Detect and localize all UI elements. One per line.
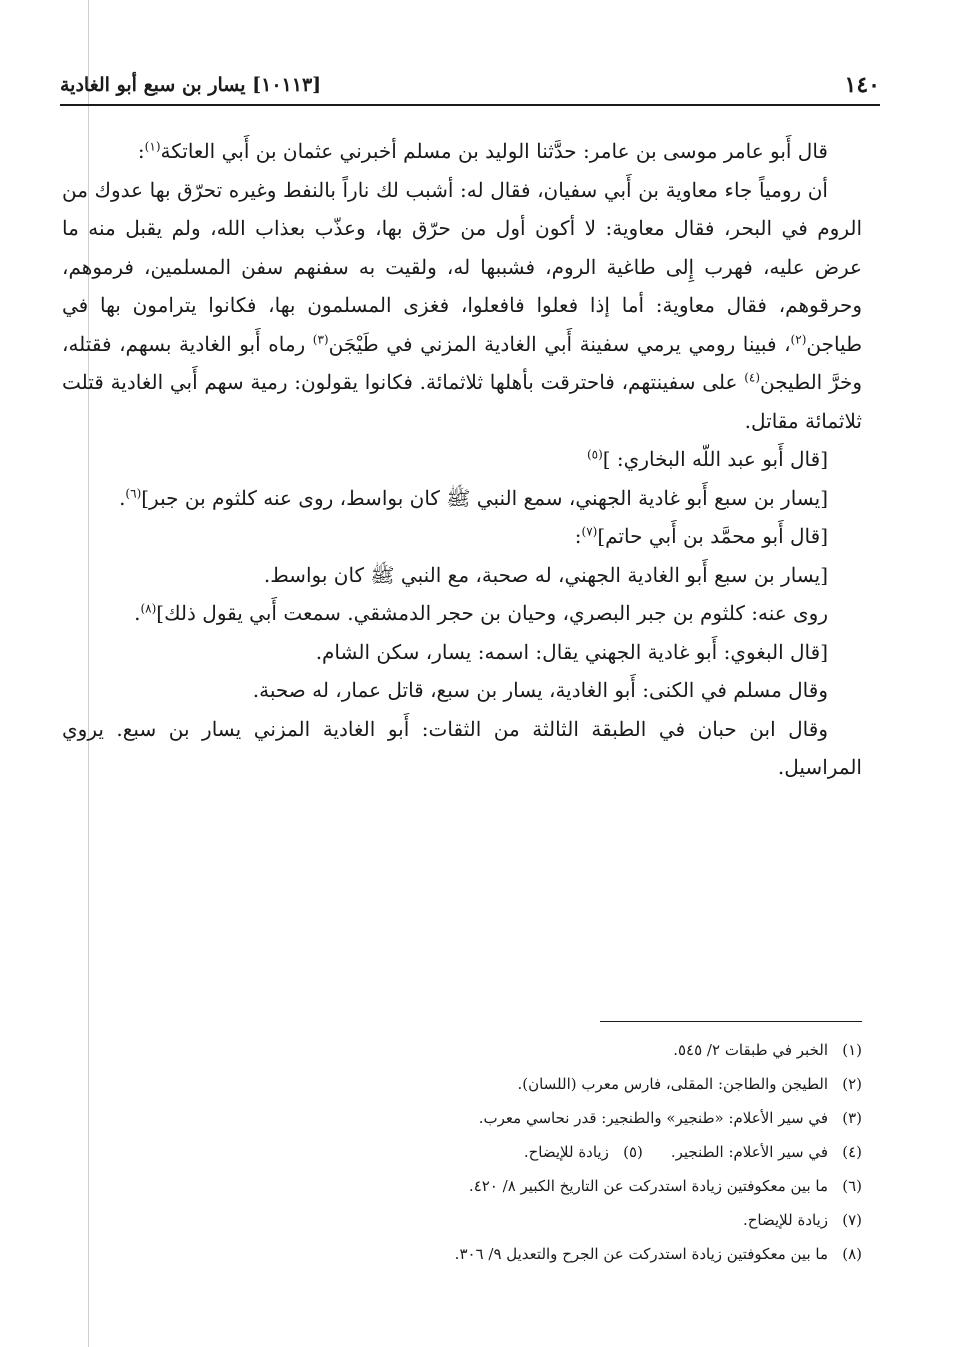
main-text: [62, 132, 862, 787]
footnote-item: [300, 1101, 862, 1135]
footnote-ref-3: (٣): [312, 331, 329, 346]
footnote-number: (٤): [842, 1143, 862, 1161]
footnote-ref-8: (٨): [140, 601, 157, 616]
page-number: ١٤٠: [844, 72, 880, 98]
footnote-number: (٣): [842, 1109, 862, 1127]
footnote-ref-5: (٥): [586, 447, 603, 462]
paragraph-ibn-hibban: وقال ابن حبان في الطبقة الثالثة من الثقات: أَبو الغادية المزني يسار بن سبع. يروي المراسيل.: [62, 716, 862, 779]
footnote-ref-7: (٧): [581, 524, 598, 539]
footnote-number: (١): [842, 1041, 862, 1059]
footnote-text: في سير الأعلام: «طنجير» والطنجير: قدر نحاسي معرب.: [478, 1109, 828, 1127]
footnote-item: [300, 1067, 862, 1101]
footnote-item: [300, 1237, 862, 1271]
header-rule: [60, 104, 880, 106]
paragraph-narrators: روى عنه: كلثوم بن جبر البصري، وحيان بن حجر الدمشقي. سمعت أَبي يقول ذلك]$^{(٨)}$.: [134, 601, 828, 625]
footnote-item: [300, 1203, 862, 1237]
footnote-text: ما بين معكوفتين زيادة استدركت عن التاريخ الكبير ٨/ ٤٢٠.: [468, 1177, 828, 1195]
footnote-number: (٦): [842, 1177, 862, 1195]
footnote-number: (٢): [842, 1075, 862, 1093]
footnote-number: (٥): [623, 1143, 643, 1161]
paragraph-isnad: قال أَبو عامر موسى بن عامر: حدَّثنا الوليد بن مسلم أخبرني عثمان بن أَبي العاتكة$^{(١)}$:: [137, 139, 828, 163]
paragraph-abihatim-entry: [يسار بن سبع أَبو الغادية الجهني، له صحبة، مع النبي ﷺ كان بواسط.: [263, 562, 828, 587]
paragraph-baghawi: [قال البغوي: أَبو غادية الجهني يقال: اسمه: يسار، سكن الشام.: [315, 639, 828, 664]
paragraph-story: أن رومياً جاء معاوية بن أَبي سفيان، فقال له: أشبب لك ناراً بالنفط وغيره تحرّق بها عدوك من الروم في البحر، فقال معاوية: لا أكون أول من حرّق بها، وعذّب بعذاب الله، ولم يقبل منه ما عرض عليه، فهرب إِلى طاغية الروم، فشببها له، ولقيت به سفنهم سفن المسلمين، فرموهم، وحرقوهم، فقال معاوية: أما إذا فعلوا فافعلوا، فغزى المسلمون بها، فكانوا يترامون بها في طياجن$^{(٢)}$، فبينا رومي يرمي سفينة أَبي الغادية المزني في طَيْجَن$^{(٣)}$ رماه أَبو الغادية بسهم، فقتله، وخرَّ الطيجن$^{(٤)}$ على سفينتهم، فاحترقت بأهلها ثلاثمائة. فكانوا يقولون: رمية سهم أَبي الغادية قتلت ثلاثمائة مقاتل.: [62, 177, 863, 433]
footnote-text: زيادة للإيضاح.: [742, 1211, 828, 1229]
footnote-text: الخبر في طبقات ٢/ ٥٤٥.: [673, 1041, 828, 1059]
footnote-text: الطيجن والطاجن: المقلى، فارس معرب (اللسان).: [517, 1075, 828, 1093]
footnote-text: ما بين معكوفتين زيادة استدركت عن الجرح والتعديل ٩/ ٣٠٦.: [454, 1245, 828, 1263]
footnote-number: (٧): [842, 1211, 862, 1229]
footnotes: [300, 1033, 862, 1271]
paragraph-muslim: وقال مسلم في الكنى: أَبو الغادية، يسار بن سبع، قاتل عمار، له صحبة.: [252, 678, 828, 702]
footnote-text: في سير الأعلام: الطنجير.: [670, 1143, 828, 1161]
footnote-item: [300, 1169, 862, 1203]
footnote-ref-4: (٤): [744, 370, 761, 385]
paragraph-abihatim-heading: [قال أَبو محمَّد بن أَبي حاتم]$^{(٧)}$:: [574, 524, 828, 548]
footnote-ref-1: (١): [144, 139, 161, 154]
footnote-ref-2: (٢): [790, 331, 807, 346]
footnote-item: [300, 1033, 862, 1067]
footnote-text: زيادة للإيضاح.: [523, 1143, 609, 1161]
running-title: [١٠١١٣] يسار بن سبع أبو الغادية: [60, 74, 322, 96]
footnote-rule: [600, 1021, 862, 1022]
footnote-number: (٨): [842, 1245, 862, 1263]
footnote-ref-6: (٦): [125, 485, 142, 500]
page-header: [60, 68, 880, 102]
paragraph-bukhari-entry: [يسار بن سبع أَبو غادية الجهني، سمع النبي ﷺ كان بواسط، روى عنه كلثوم بن جبر]$^{(٦)}$.: [119, 485, 828, 510]
footnote-item: [300, 1135, 862, 1169]
paragraph-bukhari-heading: [قال أَبو عبد اللّه البخاري: ]$^{(٥)}$: [586, 447, 828, 471]
